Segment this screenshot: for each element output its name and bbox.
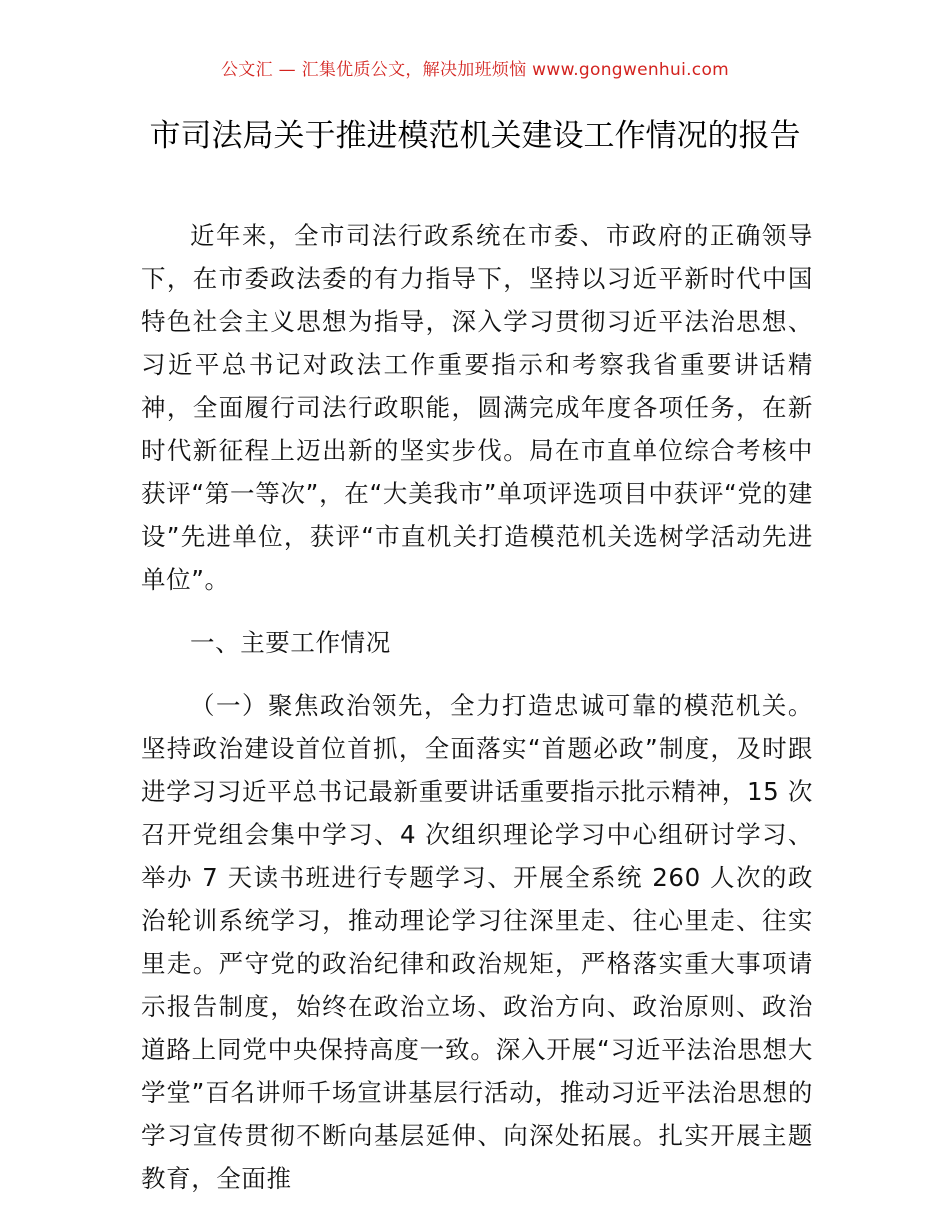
paragraph-intro: 近年来，全市司法行政系统在市委、市政府的正确领导下，在市委政法委的有力指导下，坚持以习近平新时代中国特色社会主义思想为指导，深入学习贯彻习近平法治思想、习近平总书记对政法工作重要指示和考察我省重要讲话精神，全面履行司法行政职能，圆满完成年度各项任务，在新时代新征程上迈出新的坚实步伐。局在市直单位综合考核中获评“第一等次”，在“大美我市”单项评选项目中获评“党的建设”先进单位，获评“市直机关打造模范机关选树学活动先进单位”。: [141, 221, 813, 594]
section-heading: 一、主要工作情况: [190, 628, 391, 657]
document-title: 市司法局关于推进模范机关建设工作情况的报告: [149, 118, 801, 154]
paragraph-section-one: （一）聚焦政治领先，全力打造忠诚可靠的模范机关。坚持政治建设首位首抓，全面落实“首题必政”制度，及时跟进学习习近平总书记最新重要讲话重要指示批示精神，15 次召开党组会集中学习、4 次组织理论学习中心组研讨学习、举办 7 天读书班进行专题学习、开展全系统 260 人次的政治轮训系统学习，推动理论学习往深里走、往心里走、往实里走。严守党的政治纪律和政治规矩，严格落实重大事项请示报告制度，始终在政治立场、政治方向、政治原则、政治道路上同党中央保持高度一致。深入开展“习近平法治思想大学堂”百名讲师千场宣讲基层行活动，推动习近平法治思想的学习宣传贯彻不断向基层延伸、向深处拓展。扎实开展主题教育，全面推: [141, 691, 813, 1193]
document-body: [141, 214, 813, 1220]
header-banner: 公文汇 — 汇集优质公文，解决加班烦恼 www.gongwenhui.com: [220, 60, 730, 80]
